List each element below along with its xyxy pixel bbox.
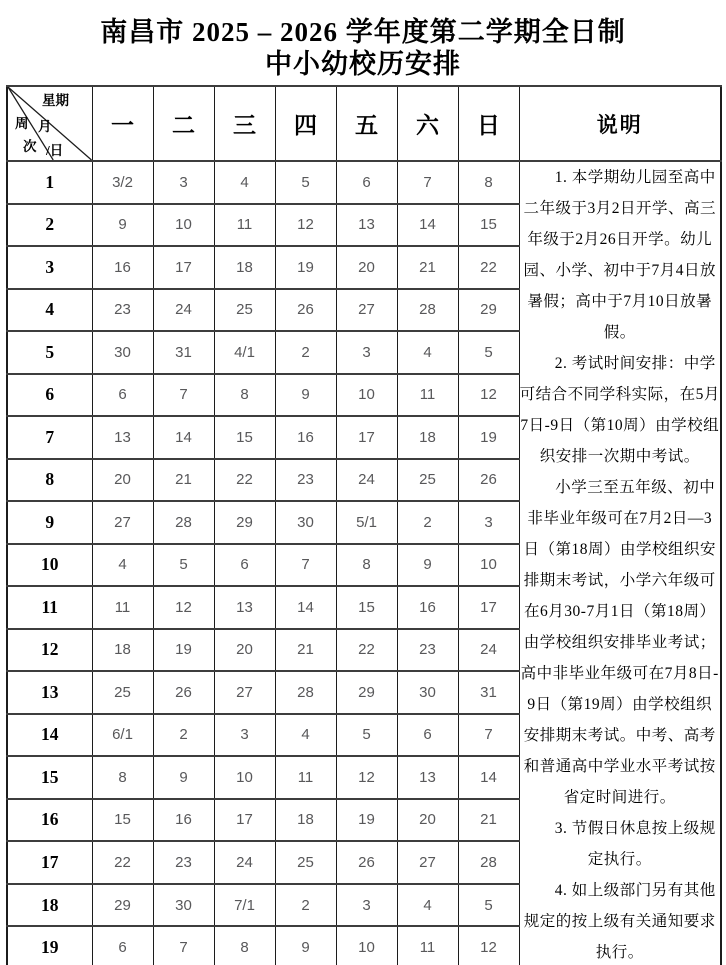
corner-weekday-label: 星期 bbox=[42, 93, 69, 108]
date-cell: 11 bbox=[397, 926, 458, 965]
notes-paragraph: 1. 本学期幼儿园至高中二年级于3月2日开学、高三年级于2月26日开学。幼儿园、小学、初中于7月4日放暑假；高中于7月10日放暑假。 bbox=[523, 169, 716, 341]
corner-week-label-2: 次 bbox=[23, 139, 37, 154]
date-cell: 29 bbox=[458, 289, 519, 332]
date-cell: 4 bbox=[397, 884, 458, 927]
week-number: 13 bbox=[7, 671, 92, 714]
date-cell: 29 bbox=[214, 501, 275, 544]
date-cell: 18 bbox=[92, 629, 153, 672]
date-cell: 28 bbox=[397, 289, 458, 332]
date-cell: 11 bbox=[214, 204, 275, 247]
date-cell: 19 bbox=[336, 799, 397, 842]
date-cell: 27 bbox=[397, 841, 458, 884]
date-cell: 19 bbox=[153, 629, 214, 672]
date-cell: 21 bbox=[153, 459, 214, 502]
date-cell: 4 bbox=[275, 714, 336, 757]
notes-paragraph: 小学三至五年级、初中非毕业年级可在7月2日—3日（第18周）由学校组织安排期末考试，小学六年级可在6月30-7月1日（第18周）由学校组织安排毕业考试；高中非毕业年级可在7月8日-9日（第19周）由学校组织安排期末考试。中考、高考和普通高中学业水平考试按省定时间进行。 bbox=[520, 479, 719, 806]
date-cell: 3 bbox=[336, 331, 397, 374]
date-cell: 18 bbox=[275, 799, 336, 842]
date-cell: 12 bbox=[275, 204, 336, 247]
notes-paragraph: 2. 考试时间安排：中学可结合不同学科实际，在5月7日-9日（第10周）由学校组织安排一次期中考试。 bbox=[519, 355, 720, 465]
date-cell: 17 bbox=[214, 799, 275, 842]
date-cell: 27 bbox=[336, 289, 397, 332]
date-cell: 30 bbox=[153, 884, 214, 927]
date-cell: 15 bbox=[336, 586, 397, 629]
date-cell: 26 bbox=[458, 459, 519, 502]
date-cell: 7/1 bbox=[214, 884, 275, 927]
date-cell: 17 bbox=[336, 416, 397, 459]
date-cell: 30 bbox=[92, 331, 153, 374]
date-cell: 2 bbox=[275, 884, 336, 927]
week-number: 6 bbox=[7, 374, 92, 417]
notes-cell bbox=[519, 161, 721, 965]
date-cell: 6 bbox=[92, 374, 153, 417]
week-number: 12 bbox=[7, 629, 92, 672]
date-cell: 31 bbox=[458, 671, 519, 714]
date-cell: 29 bbox=[336, 671, 397, 714]
notes-header: 说明 bbox=[519, 86, 721, 161]
date-cell: 6 bbox=[336, 161, 397, 204]
date-cell: 10 bbox=[153, 204, 214, 247]
date-cell: 4 bbox=[92, 544, 153, 587]
date-cell: 20 bbox=[92, 459, 153, 502]
date-cell: 23 bbox=[275, 459, 336, 502]
week-number: 14 bbox=[7, 714, 92, 757]
date-cell: 15 bbox=[92, 799, 153, 842]
date-cell: 26 bbox=[275, 289, 336, 332]
date-cell: 6 bbox=[92, 926, 153, 965]
date-cell: 9 bbox=[275, 374, 336, 417]
date-cell: 3/2 bbox=[92, 161, 153, 204]
day-header-tue: 二 bbox=[153, 86, 214, 161]
date-cell: 12 bbox=[458, 926, 519, 965]
week-number: 17 bbox=[7, 841, 92, 884]
table-row bbox=[7, 161, 721, 204]
day-header-sat: 六 bbox=[397, 86, 458, 161]
corner-header-cell bbox=[7, 86, 92, 161]
date-cell: 5 bbox=[336, 714, 397, 757]
date-cell: 15 bbox=[214, 416, 275, 459]
date-cell: 11 bbox=[397, 374, 458, 417]
date-cell: 22 bbox=[214, 459, 275, 502]
date-cell: 30 bbox=[275, 501, 336, 544]
week-number: 5 bbox=[7, 331, 92, 374]
date-cell: 22 bbox=[458, 246, 519, 289]
date-cell: 8 bbox=[458, 161, 519, 204]
date-cell: 27 bbox=[92, 501, 153, 544]
date-cell: 7 bbox=[275, 544, 336, 587]
week-number: 1 bbox=[7, 161, 92, 204]
date-cell: 6 bbox=[397, 714, 458, 757]
date-cell: 13 bbox=[214, 586, 275, 629]
date-cell: 18 bbox=[214, 246, 275, 289]
date-cell: 6/1 bbox=[92, 714, 153, 757]
date-cell: 12 bbox=[336, 756, 397, 799]
date-cell: 16 bbox=[397, 586, 458, 629]
date-cell: 21 bbox=[397, 246, 458, 289]
date-cell: 21 bbox=[275, 629, 336, 672]
week-number: 4 bbox=[7, 289, 92, 332]
week-number: 2 bbox=[7, 204, 92, 247]
week-number: 3 bbox=[7, 246, 92, 289]
date-cell: 2 bbox=[275, 331, 336, 374]
date-cell: 10 bbox=[336, 374, 397, 417]
date-cell: 8 bbox=[336, 544, 397, 587]
date-cell: 17 bbox=[153, 246, 214, 289]
week-number: 9 bbox=[7, 501, 92, 544]
date-cell: 5 bbox=[153, 544, 214, 587]
week-number: 15 bbox=[7, 756, 92, 799]
page-title-line1: 南昌市 2025 – 2026 学年度第二学期全日制 bbox=[100, 17, 626, 47]
date-cell: 30 bbox=[397, 671, 458, 714]
date-cell: 18 bbox=[397, 416, 458, 459]
date-cell: 25 bbox=[275, 841, 336, 884]
date-cell: 9 bbox=[397, 544, 458, 587]
date-cell: 24 bbox=[214, 841, 275, 884]
date-cell: 13 bbox=[92, 416, 153, 459]
date-cell: 22 bbox=[92, 841, 153, 884]
date-cell: 9 bbox=[275, 926, 336, 965]
date-cell: 12 bbox=[458, 374, 519, 417]
date-cell: 31 bbox=[153, 331, 214, 374]
date-cell: 9 bbox=[92, 204, 153, 247]
date-cell: 28 bbox=[458, 841, 519, 884]
date-cell: 14 bbox=[458, 756, 519, 799]
day-header-thu: 四 bbox=[275, 86, 336, 161]
date-cell: 5/1 bbox=[336, 501, 397, 544]
date-cell: 11 bbox=[275, 756, 336, 799]
date-cell: 20 bbox=[397, 799, 458, 842]
date-cell: 14 bbox=[153, 416, 214, 459]
date-cell: 7 bbox=[153, 374, 214, 417]
page-title bbox=[0, 16, 726, 80]
date-cell: 20 bbox=[214, 629, 275, 672]
date-cell: 15 bbox=[458, 204, 519, 247]
date-cell: 13 bbox=[397, 756, 458, 799]
day-header-mon: 一 bbox=[92, 86, 153, 161]
calendar-table bbox=[6, 85, 722, 965]
date-cell: 7 bbox=[397, 161, 458, 204]
week-number: 8 bbox=[7, 459, 92, 502]
date-cell: 3 bbox=[458, 501, 519, 544]
date-cell: 14 bbox=[275, 586, 336, 629]
day-header-fri: 五 bbox=[336, 86, 397, 161]
calendar-body bbox=[7, 161, 721, 965]
date-cell: 17 bbox=[458, 586, 519, 629]
date-cell: 16 bbox=[92, 246, 153, 289]
date-cell: 25 bbox=[92, 671, 153, 714]
notes-paragraph: 4. 如上级部门另有其他规定的按上级有关通知要求执行。 bbox=[523, 882, 716, 961]
date-cell: 23 bbox=[397, 629, 458, 672]
corner-month-label: 月 bbox=[38, 119, 52, 134]
corner-day-label: /日 bbox=[46, 143, 64, 158]
week-number: 7 bbox=[7, 416, 92, 459]
date-cell: 8 bbox=[214, 926, 275, 965]
day-header-sun: 日 bbox=[458, 86, 519, 161]
date-cell: 16 bbox=[275, 416, 336, 459]
date-cell: 12 bbox=[153, 586, 214, 629]
date-cell: 6 bbox=[214, 544, 275, 587]
date-cell: 21 bbox=[458, 799, 519, 842]
corner-week-label-1: 周 bbox=[15, 116, 29, 131]
day-header-wed: 三 bbox=[214, 86, 275, 161]
date-cell: 22 bbox=[336, 629, 397, 672]
date-cell: 10 bbox=[458, 544, 519, 587]
date-cell: 19 bbox=[458, 416, 519, 459]
week-number: 19 bbox=[7, 926, 92, 965]
date-cell: 4/1 bbox=[214, 331, 275, 374]
date-cell: 3 bbox=[336, 884, 397, 927]
date-cell: 2 bbox=[153, 714, 214, 757]
date-cell: 27 bbox=[214, 671, 275, 714]
date-cell: 24 bbox=[336, 459, 397, 502]
date-cell: 5 bbox=[458, 884, 519, 927]
date-cell: 28 bbox=[275, 671, 336, 714]
date-cell: 2 bbox=[397, 501, 458, 544]
date-cell: 28 bbox=[153, 501, 214, 544]
date-cell: 20 bbox=[336, 246, 397, 289]
header-row bbox=[7, 86, 721, 161]
date-cell: 29 bbox=[92, 884, 153, 927]
date-cell: 10 bbox=[214, 756, 275, 799]
date-cell: 4 bbox=[397, 331, 458, 374]
date-cell: 7 bbox=[153, 926, 214, 965]
week-number: 10 bbox=[7, 544, 92, 587]
date-cell: 8 bbox=[214, 374, 275, 417]
date-cell: 19 bbox=[275, 246, 336, 289]
date-cell: 3 bbox=[153, 161, 214, 204]
date-cell: 26 bbox=[153, 671, 214, 714]
date-cell: 26 bbox=[336, 841, 397, 884]
date-cell: 3 bbox=[214, 714, 275, 757]
date-cell: 7 bbox=[458, 714, 519, 757]
notes-paragraph: 3. 节假日休息按上级规定执行。 bbox=[554, 820, 716, 868]
week-number: 16 bbox=[7, 799, 92, 842]
date-cell: 23 bbox=[92, 289, 153, 332]
date-cell: 24 bbox=[458, 629, 519, 672]
date-cell: 5 bbox=[458, 331, 519, 374]
week-number: 11 bbox=[7, 586, 92, 629]
date-cell: 10 bbox=[336, 926, 397, 965]
date-cell: 25 bbox=[214, 289, 275, 332]
date-cell: 4 bbox=[214, 161, 275, 204]
date-cell: 11 bbox=[92, 586, 153, 629]
week-number: 18 bbox=[7, 884, 92, 927]
date-cell: 25 bbox=[397, 459, 458, 502]
date-cell: 5 bbox=[275, 161, 336, 204]
date-cell: 14 bbox=[397, 204, 458, 247]
date-cell: 16 bbox=[153, 799, 214, 842]
date-cell: 24 bbox=[153, 289, 214, 332]
date-cell: 9 bbox=[153, 756, 214, 799]
page-title-line2: 中小幼校历安排 bbox=[265, 49, 461, 79]
date-cell: 8 bbox=[92, 756, 153, 799]
date-cell: 13 bbox=[336, 204, 397, 247]
date-cell: 23 bbox=[153, 841, 214, 884]
